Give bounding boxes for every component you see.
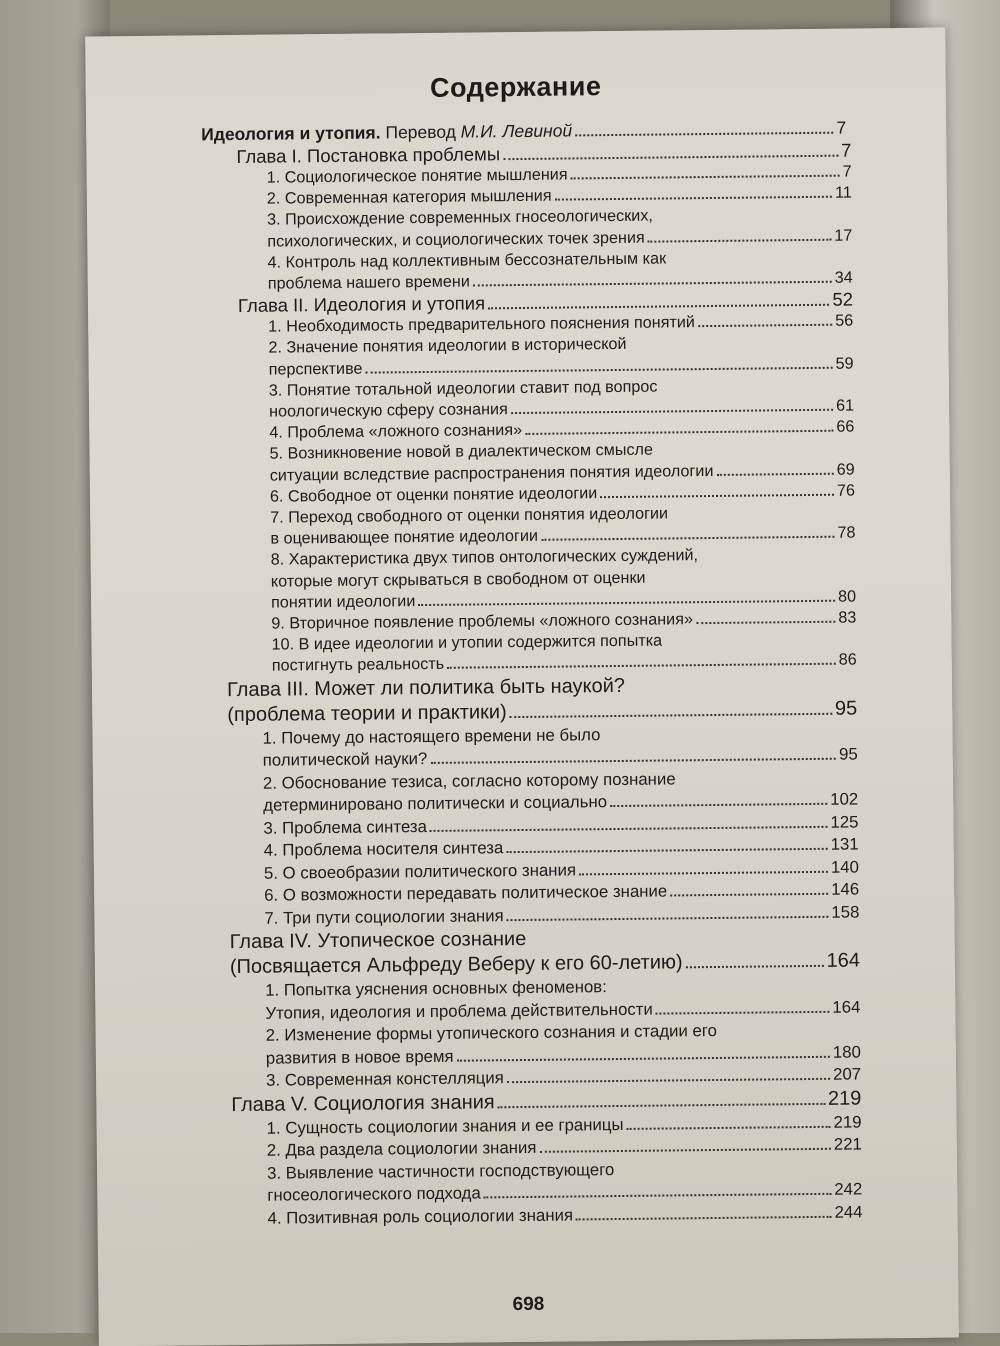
chapter-entry [96, 1085, 957, 1231]
section-line-text: развития в новое время [265, 1046, 454, 1068]
section-line-text: политической науки? [262, 749, 428, 770]
section-line-text: 3. Проблема синтеза [263, 816, 427, 838]
leader-dots [473, 281, 832, 287]
section-line-page: 244 [834, 1202, 863, 1222]
section-line-page: 140 [830, 857, 859, 877]
section-line-text: 1. Почему до настоящего времени не было [262, 724, 601, 748]
leader-dots [579, 870, 828, 875]
section-line-page: 11 [834, 183, 852, 202]
section-line-page: 78 [837, 523, 856, 542]
section-line-page: 80 [837, 587, 857, 606]
section-line-text: 1. Сущность социологии знания и ее границы [266, 1114, 624, 1138]
part-page: 7 [836, 117, 847, 138]
table-of-contents [86, 116, 958, 1232]
section-line-text: 1. Необходимость предварительного пояснения понятий [268, 313, 696, 336]
chapter-title-text: Глава V. Социология знания [231, 1090, 495, 1116]
chapter-title-cont-page: 164 [826, 949, 860, 972]
section-line-page: 125 [830, 812, 859, 832]
leader-dots [656, 1010, 830, 1014]
section-line-page: 242 [834, 1179, 863, 1199]
part-translator: М.И. Левиной [460, 120, 573, 142]
section-line-text: 4. Контроль над коллективным бессознательным как [267, 249, 667, 272]
leader-dots [484, 1193, 832, 1199]
leader-dots [555, 196, 832, 201]
section-line-page: 180 [832, 1042, 861, 1062]
section-line-text: 2. Современная категория мышления [266, 186, 552, 208]
section-line-page: 76 [836, 481, 856, 500]
leader-dots [430, 758, 836, 764]
section-line-page: 86 [838, 650, 857, 670]
leader-dots [575, 132, 833, 137]
section-line-page: 7 [842, 162, 852, 181]
section-line-text: которые могут скрываться в свободном от оценки [270, 568, 646, 591]
chapter-title-cont-text: (Посвящается Альфреду Веберу к его 60-летию) [229, 951, 683, 979]
section-line-text: 6. О возможности передавать политическое знание [264, 881, 668, 905]
section-line-text: ситуации вследствие распространения понятия идеологии [269, 461, 714, 485]
section-line-text: в оценивающее понятие идеологии [270, 527, 539, 548]
section-line-text: 1. Попытка уяснения основных феноменов: [265, 977, 607, 1000]
leader-dots [571, 175, 840, 180]
section-line-page: 61 [835, 396, 855, 415]
leader-dots [648, 238, 832, 242]
chapter-entry [95, 923, 957, 1094]
page-number: 698 [512, 1293, 545, 1316]
leader-dots [488, 304, 829, 310]
leader-dots [576, 1215, 832, 1220]
section-line-text: 3. Происхождение современных гносеологических, [267, 207, 653, 230]
chapter-title-page: 7 [840, 139, 852, 161]
section-line-text: 5. Возникновение новой в диалектическом смысле [269, 441, 654, 464]
section-line-page: 131 [830, 834, 859, 854]
section-line-text: детерминировано политически и социально [263, 792, 608, 815]
page-title: Содержание [429, 71, 602, 103]
section-line-text: гносеологического подхода [267, 1183, 481, 1205]
chapter-title-page: 52 [832, 288, 854, 310]
section-line-page: 164 [832, 997, 861, 1017]
leader-dots [610, 803, 827, 807]
leader-dots [670, 893, 828, 897]
section-line-text: 2. Два раздела социологии знания [266, 1138, 537, 1160]
leader-dots [698, 324, 832, 327]
leader-dots [511, 409, 833, 414]
section-line-page: 59 [835, 354, 854, 373]
leader-dots [457, 1055, 830, 1061]
section-line-page: 83 [838, 608, 857, 627]
chapter-title-cont-page: 95 [834, 697, 858, 720]
chapter-title-text: Глава III. Может ли политика быть наукой? [226, 674, 626, 701]
section-line-text: постигнуть реальность [271, 655, 445, 676]
leader-dots [498, 1103, 825, 1108]
leader-dots [507, 1078, 830, 1083]
leader-dots [696, 621, 835, 624]
section-line-text: 4. Проблема носителя синтеза [263, 838, 504, 860]
section-line-text: Утопия, идеология и проблема действительности [265, 999, 653, 1023]
leader-dots [430, 825, 828, 831]
chapter-title-cont-text: (проблема теории и практики) [227, 700, 507, 726]
leader-dots [506, 848, 827, 853]
leader-dots [627, 1125, 831, 1129]
section-line-page: 66 [836, 417, 855, 436]
section-line-page: 17 [834, 226, 853, 245]
leader-dots [540, 1148, 831, 1153]
section-line-page: 207 [832, 1064, 862, 1084]
section-line-text: 4. Позитивная роль социологии знания [267, 1205, 574, 1228]
chapter-title-page: 219 [827, 1087, 862, 1110]
section-line-text: психологических, и социологических точек зрения [267, 228, 645, 251]
leader-dots [525, 430, 833, 435]
section-line-page: 34 [834, 268, 853, 287]
section-line-text: 4. Проблема «ложного сознания» [269, 421, 523, 442]
leader-dots [507, 915, 829, 920]
leader-dots [447, 663, 836, 669]
section-line-page: 158 [831, 902, 860, 922]
part-translation-prefix: Перевод [385, 121, 456, 143]
leader-dots [510, 712, 832, 717]
section-entry [91, 543, 952, 616]
book-page [85, 28, 959, 1346]
section-line-text: 3. Выявление частичности господствующего [266, 1159, 615, 1183]
leader-dots [600, 494, 834, 498]
chapter-title-text: Глава IV. Утопическое сознание [229, 928, 527, 954]
section-line-text: 2. Изменение формы утопического сознания и стадии его [265, 1021, 718, 1045]
section-line-text: 5. О своеобразии политического знания [263, 860, 577, 883]
section-line-text: 7. Три пути социологии знания [264, 905, 504, 928]
leader-dots [541, 536, 834, 541]
section-line-text: 1. Социологическое понятие мышления [266, 165, 568, 187]
leader-dots [365, 366, 832, 373]
section-line-text: 7. Переход свободного от оценки понятия идеологии [270, 504, 669, 527]
section-line-text: 10. В идее идеологии и утопии содержится попытка [271, 631, 663, 654]
section-line-page: 146 [831, 879, 860, 899]
chapter-entry [86, 139, 948, 297]
part-title: Идеология и утопия. [201, 122, 381, 145]
chapter-title-text: Глава I. Постановка проблемы [236, 143, 501, 167]
section-line-text: 8. Характеристика двух типов онтологических суждений, [270, 546, 699, 570]
section-line-text: перспективе [268, 359, 363, 379]
section-line-text: проблема нашего времени [267, 272, 470, 293]
chapter-entry [88, 288, 952, 679]
section-line-page: 102 [830, 789, 859, 809]
section-line-text: 2. Обоснование тезиса, согласно которому познание [262, 769, 676, 793]
leader-dots [503, 155, 838, 161]
chapter-entry [92, 670, 955, 931]
chapter-title-text: Глава II. Идеология и утопия [237, 292, 486, 317]
section-line-text: 9. Вторичное появление проблемы «ложного сознания» [271, 610, 694, 633]
section-line-text: 6. Свободное от оценки понятие идеологии [269, 484, 598, 506]
leader-dots [716, 472, 833, 475]
section-line-text: ноологическую сферу сознания [269, 400, 508, 421]
section-line-text: понятии идеологии [271, 591, 416, 612]
leader-dots [418, 600, 835, 606]
section-line-text: 3. Современная констелляция [266, 1068, 504, 1090]
section-line-text: 2. Значение понятия идеологии в исторической [268, 335, 627, 358]
section-line-page: 56 [835, 311, 854, 330]
section-line-page: 221 [833, 1134, 862, 1154]
section-line-page: 219 [833, 1112, 862, 1132]
section-line-page: 69 [836, 460, 855, 479]
section-line-text: 3. Понятие тотальной идеологии ставит под вопрос [268, 377, 658, 400]
leader-dots [686, 965, 824, 968]
section-line-page: 95 [838, 744, 858, 764]
